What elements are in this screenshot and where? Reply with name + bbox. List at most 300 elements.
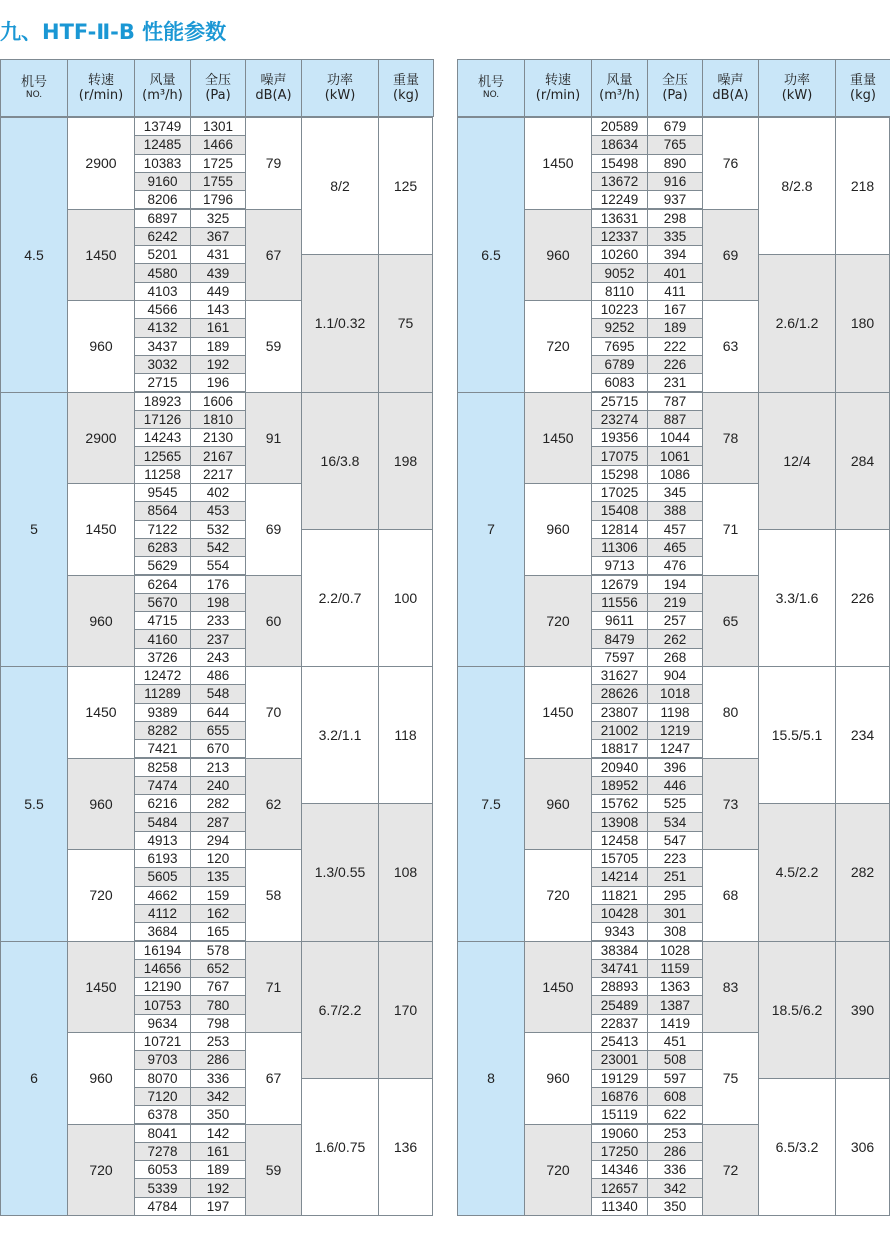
- speed-cell: 1450: [524, 666, 592, 759]
- flow-cell: 15498: [591, 154, 648, 173]
- noise-cell: 79: [245, 117, 302, 210]
- flow-cell: 12814: [591, 520, 648, 539]
- pressure-cell: 449: [190, 282, 246, 301]
- flow-cell: 7421: [134, 739, 191, 758]
- pressure-cell: 176: [190, 575, 246, 594]
- pressure-cell: 431: [190, 245, 246, 264]
- pressure-cell: 231: [647, 373, 703, 392]
- pressure-cell: 1018: [647, 684, 703, 703]
- header-speed: [67, 59, 135, 117]
- pressure-cell: 253: [190, 1032, 246, 1051]
- pressure-cell: 1466: [190, 135, 246, 154]
- noise-cell: 60: [245, 575, 302, 668]
- weight-cell: 306: [835, 1078, 890, 1216]
- header-speed-unit: (r/min): [78, 88, 124, 103]
- flow-cell: 19060: [591, 1124, 648, 1143]
- pressure-cell: 282: [190, 794, 246, 813]
- pressure-cell: 1061: [647, 446, 703, 465]
- pressure-cell: 194: [647, 575, 703, 594]
- pressure-cell: 233: [190, 611, 246, 630]
- noise-cell: 73: [702, 758, 759, 851]
- weight-cell: 282: [835, 803, 890, 941]
- pressure-cell: 578: [190, 941, 246, 960]
- flow-cell: 20589: [591, 117, 648, 136]
- speed-cell: 720: [524, 849, 592, 942]
- pressure-cell: 608: [647, 1087, 703, 1106]
- pressure-cell: 457: [647, 520, 703, 539]
- flow-cell: 15705: [591, 849, 648, 868]
- flow-cell: 11821: [591, 886, 648, 905]
- pressure-cell: 189: [190, 337, 246, 356]
- power-cell: 8/2.8: [758, 117, 836, 255]
- header-no-unit: NO.: [482, 90, 500, 100]
- pressure-cell: 622: [647, 1105, 703, 1124]
- pressure-cell: 411: [647, 282, 703, 301]
- speed-cell: 960: [524, 209, 592, 302]
- pressure-cell: 542: [190, 538, 246, 557]
- power-cell: 15.5/5.1: [758, 666, 836, 804]
- flow-cell: 12657: [591, 1178, 648, 1197]
- flow-cell: 6053: [134, 1160, 191, 1179]
- pressure-cell: 388: [647, 501, 703, 520]
- flow-cell: 18952: [591, 776, 648, 795]
- flow-cell: 17126: [134, 410, 191, 429]
- pressure-cell: 1159: [647, 959, 703, 978]
- flow-cell: 6193: [134, 849, 191, 868]
- pressure-cell: 2167: [190, 446, 246, 465]
- speed-cell: 960: [67, 1032, 135, 1125]
- flow-cell: 4112: [134, 904, 191, 923]
- flow-cell: 10223: [591, 300, 648, 319]
- flow-cell: 3726: [134, 648, 191, 667]
- flow-cell: 5605: [134, 867, 191, 886]
- flow-cell: 8206: [134, 190, 191, 209]
- pressure-cell: 465: [647, 538, 703, 557]
- flow-cell: 9545: [134, 483, 191, 502]
- pressure-cell: 294: [190, 831, 246, 850]
- machine-no: 6: [0, 941, 68, 1217]
- flow-cell: 23807: [591, 703, 648, 722]
- pressure-cell: 1301: [190, 117, 246, 136]
- header-pressure-label: 全压: [204, 73, 231, 88]
- pressure-cell: 240: [190, 776, 246, 795]
- flow-cell: 20940: [591, 758, 648, 777]
- noise-cell: 71: [702, 483, 759, 576]
- pressure-cell: 787: [647, 392, 703, 411]
- noise-cell: 70: [245, 666, 302, 759]
- power-cell: 6.7/2.2: [301, 941, 379, 1079]
- header-weight-label: 重量: [392, 73, 419, 88]
- header-flow-unit: (m³/h): [142, 88, 183, 103]
- noise-cell: 69: [702, 209, 759, 302]
- flow-cell: 18634: [591, 135, 648, 154]
- flow-cell: 7474: [134, 776, 191, 795]
- pressure-cell: 679: [647, 117, 703, 136]
- flow-cell: 11306: [591, 538, 648, 557]
- flow-cell: 21002: [591, 721, 648, 740]
- pressure-cell: 1219: [647, 721, 703, 740]
- flow-cell: 16194: [134, 941, 191, 960]
- header-power-unit: (kW): [324, 88, 356, 103]
- pressure-cell: 670: [190, 739, 246, 758]
- weight-cell: 125: [378, 117, 433, 255]
- flow-cell: 8282: [134, 721, 191, 740]
- pressure-cell: 135: [190, 867, 246, 886]
- flow-cell: 13631: [591, 209, 648, 228]
- pressure-cell: 165: [190, 922, 246, 941]
- flow-cell: 13749: [134, 117, 191, 136]
- header-noise: [702, 59, 759, 117]
- machine-no: 7: [457, 392, 525, 668]
- pressure-cell: 1387: [647, 995, 703, 1014]
- flow-cell: 7597: [591, 648, 648, 667]
- flow-cell: 13672: [591, 172, 648, 191]
- flow-cell: 6789: [591, 355, 648, 374]
- noise-cell: 91: [245, 392, 302, 485]
- pressure-cell: 904: [647, 666, 703, 685]
- pressure-cell: 350: [190, 1105, 246, 1124]
- flow-cell: 5670: [134, 593, 191, 612]
- flow-cell: 3684: [134, 922, 191, 941]
- pressure-cell: 301: [647, 904, 703, 923]
- pressure-cell: 644: [190, 703, 246, 722]
- flow-cell: 14243: [134, 428, 191, 447]
- speed-cell: 1450: [67, 209, 135, 302]
- flow-cell: 6378: [134, 1105, 191, 1124]
- flow-cell: 18923: [134, 392, 191, 411]
- speed-cell: 960: [524, 1032, 592, 1125]
- noise-cell: 75: [702, 1032, 759, 1125]
- flow-cell: 3032: [134, 355, 191, 374]
- header-power-label: 功率: [783, 73, 810, 88]
- power-cell: 1.1/0.32: [301, 254, 379, 392]
- flow-cell: 8258: [134, 758, 191, 777]
- pressure-cell: 1810: [190, 410, 246, 429]
- noise-cell: 78: [702, 392, 759, 485]
- weight-cell: 136: [378, 1078, 433, 1216]
- flow-cell: 12249: [591, 190, 648, 209]
- flow-cell: 17250: [591, 1142, 648, 1161]
- pressure-cell: 532: [190, 520, 246, 539]
- weight-cell: 170: [378, 941, 433, 1079]
- speed-cell: 2900: [67, 392, 135, 485]
- flow-cell: 12485: [134, 135, 191, 154]
- pressure-cell: 476: [647, 556, 703, 575]
- pressure-cell: 197: [190, 1197, 246, 1216]
- header-pressure: [647, 59, 703, 117]
- header-noise: [245, 59, 302, 117]
- pressure-cell: 367: [190, 227, 246, 246]
- pressure-cell: 198: [190, 593, 246, 612]
- header-speed-label: 转速: [544, 73, 571, 88]
- power-cell: 1.3/0.55: [301, 803, 379, 941]
- pressure-cell: 336: [190, 1069, 246, 1088]
- pressure-cell: 652: [190, 959, 246, 978]
- noise-cell: 63: [702, 300, 759, 393]
- header-no-label: 机号: [477, 75, 504, 90]
- header-power-unit: (kW): [781, 88, 813, 103]
- flow-cell: 9389: [134, 703, 191, 722]
- pressure-cell: 1363: [647, 977, 703, 996]
- speed-cell: 1450: [524, 941, 592, 1034]
- pressure-cell: 342: [647, 1178, 703, 1197]
- pressure-cell: 196: [190, 373, 246, 392]
- pressure-cell: 189: [190, 1160, 246, 1179]
- flow-cell: 15762: [591, 794, 648, 813]
- header-flow-unit: (m³/h): [599, 88, 640, 103]
- flow-cell: 8041: [134, 1124, 191, 1143]
- pressure-cell: 161: [190, 318, 246, 337]
- page-title: 九、HTF-Ⅱ-B 性能参数: [0, 20, 227, 44]
- pressure-cell: 655: [190, 721, 246, 740]
- pressure-cell: 1198: [647, 703, 703, 722]
- flow-cell: 14346: [591, 1160, 648, 1179]
- flow-cell: 11556: [591, 593, 648, 612]
- machine-no: 4.5: [0, 117, 68, 393]
- noise-cell: 71: [245, 941, 302, 1034]
- pressure-cell: 342: [190, 1087, 246, 1106]
- flow-cell: 15298: [591, 465, 648, 484]
- weight-cell: 284: [835, 392, 890, 530]
- flow-cell: 9634: [134, 1014, 191, 1033]
- flow-cell: 15408: [591, 501, 648, 520]
- pressure-cell: 345: [647, 483, 703, 502]
- header-speed-label: 转速: [87, 73, 114, 88]
- flow-cell: 4784: [134, 1197, 191, 1216]
- speed-cell: 1450: [524, 392, 592, 485]
- pressure-cell: 287: [190, 812, 246, 831]
- flow-cell: 5201: [134, 245, 191, 264]
- noise-cell: 67: [245, 1032, 302, 1125]
- header-power: [301, 59, 379, 117]
- flow-cell: 10753: [134, 995, 191, 1014]
- speed-cell: 960: [67, 575, 135, 668]
- flow-cell: 4103: [134, 282, 191, 301]
- flow-cell: 12679: [591, 575, 648, 594]
- flow-cell: 14656: [134, 959, 191, 978]
- header-power-label: 功率: [326, 73, 353, 88]
- noise-cell: 80: [702, 666, 759, 759]
- pressure-cell: 167: [647, 300, 703, 319]
- pressure-cell: 243: [190, 648, 246, 667]
- speed-cell: 720: [67, 849, 135, 942]
- pressure-cell: 192: [190, 355, 246, 374]
- speed-cell: 720: [524, 1124, 592, 1217]
- speed-cell: 1450: [524, 117, 592, 210]
- flow-cell: 16876: [591, 1087, 648, 1106]
- machine-no: 6.5: [457, 117, 525, 393]
- weight-cell: 390: [835, 941, 890, 1079]
- power-cell: 18.5/6.2: [758, 941, 836, 1079]
- flow-cell: 13908: [591, 812, 648, 831]
- speed-cell: 720: [524, 575, 592, 668]
- header-weight: [378, 59, 434, 117]
- header-pressure-label: 全压: [661, 73, 688, 88]
- pressure-cell: 446: [647, 776, 703, 795]
- flow-cell: 4566: [134, 300, 191, 319]
- pressure-cell: 401: [647, 263, 703, 282]
- pressure-cell: 453: [190, 501, 246, 520]
- flow-cell: 7695: [591, 337, 648, 356]
- flow-cell: 25715: [591, 392, 648, 411]
- pressure-cell: 262: [647, 629, 703, 648]
- pressure-cell: 192: [190, 1178, 246, 1197]
- header-pressure-unit: (Pa): [205, 88, 231, 103]
- header-flow: [134, 59, 191, 117]
- flow-cell: 12190: [134, 977, 191, 996]
- flow-cell: 28626: [591, 684, 648, 703]
- power-cell: 2.2/0.7: [301, 529, 379, 667]
- pressure-cell: 1725: [190, 154, 246, 173]
- pressure-cell: 308: [647, 922, 703, 941]
- pressure-cell: 143: [190, 300, 246, 319]
- header-weight-label: 重量: [849, 73, 876, 88]
- performance-table-right: [457, 59, 890, 1217]
- pressure-cell: 396: [647, 758, 703, 777]
- flow-cell: 34741: [591, 959, 648, 978]
- pressure-cell: 534: [647, 812, 703, 831]
- flow-cell: 10383: [134, 154, 191, 173]
- flow-cell: 2715: [134, 373, 191, 392]
- pressure-cell: 162: [190, 904, 246, 923]
- pressure-cell: 142: [190, 1124, 246, 1143]
- pressure-cell: 525: [647, 794, 703, 813]
- header-speed: [524, 59, 592, 117]
- pressure-cell: 1796: [190, 190, 246, 209]
- speed-cell: 960: [524, 758, 592, 851]
- machine-no: 7.5: [457, 666, 525, 942]
- pressure-cell: 1755: [190, 172, 246, 191]
- power-cell: 16/3.8: [301, 392, 379, 530]
- pressure-cell: 937: [647, 190, 703, 209]
- flow-cell: 9611: [591, 611, 648, 630]
- header-pressure: [190, 59, 246, 117]
- flow-cell: 11340: [591, 1197, 648, 1216]
- flow-cell: 38384: [591, 941, 648, 960]
- flow-cell: 4160: [134, 629, 191, 648]
- pressure-cell: 765: [647, 135, 703, 154]
- pressure-cell: 887: [647, 410, 703, 429]
- pressure-cell: 335: [647, 227, 703, 246]
- pressure-cell: 325: [190, 209, 246, 228]
- flow-cell: 8070: [134, 1069, 191, 1088]
- performance-table-left: [0, 59, 433, 1217]
- flow-cell: 4132: [134, 318, 191, 337]
- pressure-cell: 286: [647, 1142, 703, 1161]
- noise-cell: 83: [702, 941, 759, 1034]
- header-noise-label: 噪声: [260, 73, 287, 88]
- noise-cell: 68: [702, 849, 759, 942]
- header-power: [758, 59, 836, 117]
- flow-cell: 8564: [134, 501, 191, 520]
- pressure-cell: 402: [190, 483, 246, 502]
- pressure-cell: 222: [647, 337, 703, 356]
- flow-cell: 12472: [134, 666, 191, 685]
- weight-cell: 118: [378, 666, 433, 804]
- noise-cell: 76: [702, 117, 759, 210]
- pressure-cell: 439: [190, 263, 246, 282]
- flow-cell: 4662: [134, 886, 191, 905]
- power-cell: 2.6/1.2: [758, 254, 836, 392]
- flow-cell: 10721: [134, 1032, 191, 1051]
- power-cell: 4.5/2.2: [758, 803, 836, 941]
- pressure-cell: 548: [190, 684, 246, 703]
- weight-cell: 108: [378, 803, 433, 941]
- pressure-cell: 257: [647, 611, 703, 630]
- flow-cell: 6283: [134, 538, 191, 557]
- speed-cell: 2900: [67, 117, 135, 210]
- pressure-cell: 336: [647, 1160, 703, 1179]
- machine-no: 5: [0, 392, 68, 668]
- noise-cell: 65: [702, 575, 759, 668]
- flow-cell: 23274: [591, 410, 648, 429]
- flow-cell: 28893: [591, 977, 648, 996]
- flow-cell: 7120: [134, 1087, 191, 1106]
- flow-cell: 31627: [591, 666, 648, 685]
- flow-cell: 9160: [134, 172, 191, 191]
- flow-cell: 9713: [591, 556, 648, 575]
- flow-cell: 12565: [134, 446, 191, 465]
- flow-cell: 9052: [591, 263, 648, 282]
- header-weight-unit: (kg): [393, 88, 419, 103]
- pressure-cell: 486: [190, 666, 246, 685]
- pressure-cell: 451: [647, 1032, 703, 1051]
- flow-cell: 11289: [134, 684, 191, 703]
- header-weight-unit: (kg): [850, 88, 876, 103]
- speed-cell: 1450: [67, 483, 135, 576]
- flow-cell: 9252: [591, 318, 648, 337]
- pressure-cell: 508: [647, 1050, 703, 1069]
- pressure-cell: 767: [190, 977, 246, 996]
- flow-cell: 14214: [591, 867, 648, 886]
- weight-cell: 234: [835, 666, 890, 804]
- pressure-cell: 1028: [647, 941, 703, 960]
- flow-cell: 9343: [591, 922, 648, 941]
- pressure-cell: 547: [647, 831, 703, 850]
- weight-cell: 100: [378, 529, 433, 667]
- header-no: [0, 59, 68, 117]
- weight-cell: 75: [378, 254, 433, 392]
- flow-cell: 10428: [591, 904, 648, 923]
- pressure-cell: 253: [647, 1124, 703, 1143]
- pressure-cell: 350: [647, 1197, 703, 1216]
- power-cell: 12/4: [758, 392, 836, 530]
- noise-cell: 62: [245, 758, 302, 851]
- power-cell: 8/2: [301, 117, 379, 255]
- flow-cell: 7278: [134, 1142, 191, 1161]
- speed-cell: 960: [524, 483, 592, 576]
- weight-cell: 218: [835, 117, 890, 255]
- header-flow-label: 风量: [606, 73, 633, 88]
- pressure-cell: 2217: [190, 465, 246, 484]
- header-no-label: 机号: [20, 75, 47, 90]
- flow-cell: 6083: [591, 373, 648, 392]
- flow-cell: 12337: [591, 227, 648, 246]
- pressure-cell: 1606: [190, 392, 246, 411]
- weight-cell: 198: [378, 392, 433, 530]
- flow-cell: 18817: [591, 739, 648, 758]
- flow-cell: 5339: [134, 1178, 191, 1197]
- pressure-cell: 251: [647, 867, 703, 886]
- pressure-cell: 161: [190, 1142, 246, 1161]
- header-speed-unit: (r/min): [535, 88, 581, 103]
- pressure-cell: 1044: [647, 428, 703, 447]
- flow-cell: 11258: [134, 465, 191, 484]
- flow-cell: 17025: [591, 483, 648, 502]
- flow-cell: 3437: [134, 337, 191, 356]
- flow-cell: 12458: [591, 831, 648, 850]
- weight-cell: 226: [835, 529, 890, 667]
